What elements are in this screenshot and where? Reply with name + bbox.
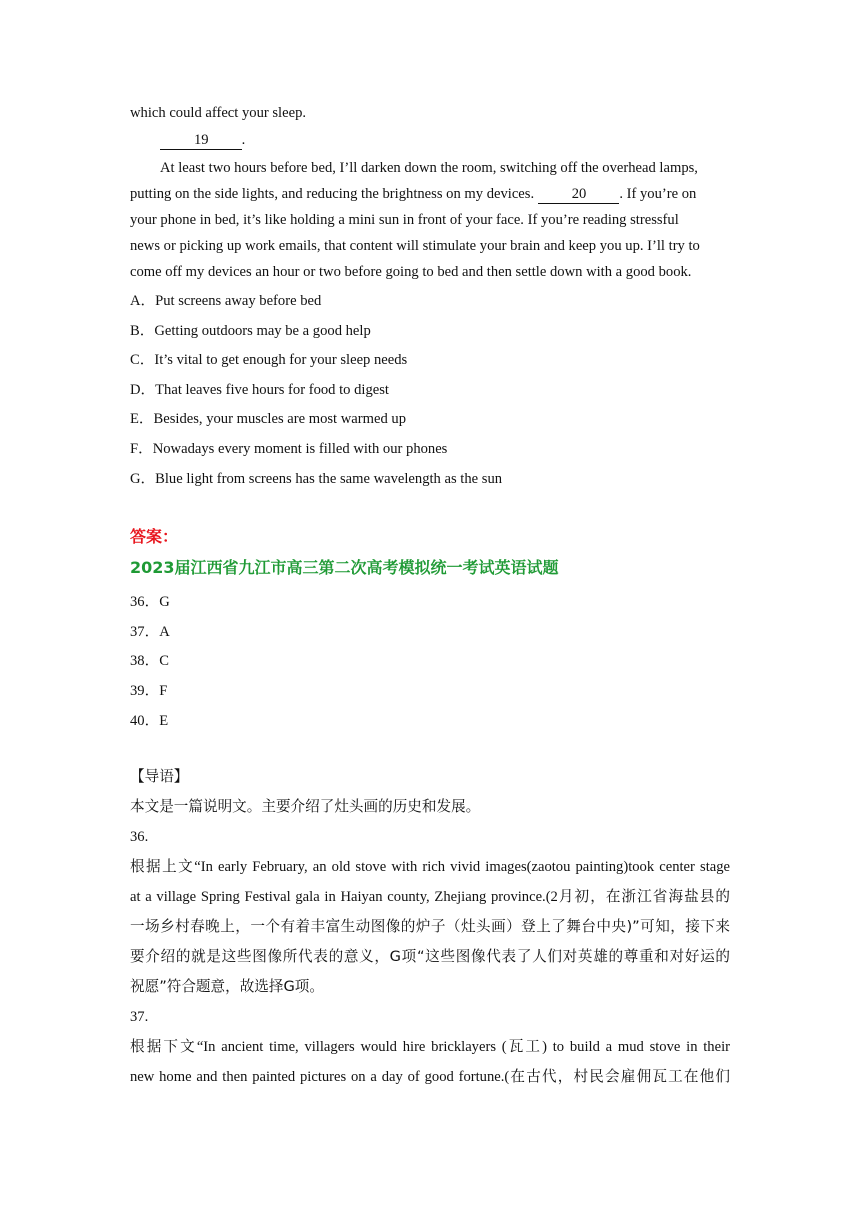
explanation-line: 祝愿”符合题意，故选择G项。 (130, 978, 324, 996)
explanation-line: at a village Spring Festival gala in Haiyan county, Zhejiang province.(2月初，在浙江省海盐县的 (130, 889, 730, 906)
option-b: B．Getting outdoors may be a good help (130, 322, 371, 339)
blank-19-number: 19 (191, 132, 212, 150)
answer-40: 40．E (130, 712, 169, 729)
option-c: C．It’s vital to get enough for your sleep needs (130, 352, 408, 369)
options-list (130, 287, 730, 494)
passage-text: putting on the side lights, and reducing the brightness on my devices. (130, 186, 538, 202)
q37-number: 37. (130, 1009, 149, 1026)
passage-paragraph (130, 155, 730, 285)
passage-line: At least two hours before bed, I’ll darken down the room, switching off the overhead lamps, (160, 160, 698, 176)
explanation-line: 要介绍的就是这些图像所代表的意义，G项“这些图像代表了人们对英雄的尊重和对好运的 (130, 948, 730, 966)
q36-number: 36. (130, 829, 149, 846)
blank-19-suffix: . (241, 132, 246, 148)
blank-underline (589, 186, 619, 204)
passage-text: . If you’re on (619, 186, 697, 202)
blank-underline (212, 132, 242, 150)
answer-37: 37．A (130, 623, 170, 640)
passage-line: come off my devices an hour or two before going to bed and then settle down with a good book. (130, 264, 692, 280)
passage-line: your phone in bed, it’s like holding a mini sun in front of your face. If you’re reading stressful (130, 212, 679, 228)
passage-line-with-blank-20 (130, 181, 730, 207)
intro-heading: 【导语】 (130, 768, 189, 786)
passage-line: news or picking up work emails, that content will stimulate your brain and keep you up. I’ll try to (130, 238, 700, 254)
blank-19 (130, 127, 730, 155)
answer-label: 答案： (130, 527, 179, 547)
q37-explanation (130, 1032, 730, 1092)
answer-38: 38．C (130, 653, 169, 670)
option-f: F．Nowadays every moment is filled with our phones (130, 440, 448, 457)
explanation-line: 根据上文“In early February, an old stove with rich vivid images(zaotou painting)took center stage (130, 859, 730, 876)
option-e: E．Besides, your muscles are most warmed up (130, 411, 407, 428)
answer-36: 36．G (130, 594, 170, 611)
explanation-line: new home and then painted pictures on a day of good fortune.(在古代，村民会雇佣瓦工在他们 (130, 1069, 730, 1086)
option-a: A．Put screens away before bed (130, 293, 322, 309)
explanation-line: 根据下文“In ancient time, villagers would hire bricklayers (瓦工) to build a mud stove in their (130, 1039, 730, 1056)
passage-line: which could affect your sleep. (130, 105, 307, 121)
explanation-line: 一场乡村春晚上，一个有着丰富生动图像的炉子（灶头画）登上了舞台中央)”可知，接下来 (130, 918, 730, 936)
blank-underline (538, 186, 569, 204)
document-page (130, 100, 730, 1092)
blank-20-number: 20 (569, 186, 590, 204)
answers-list (130, 588, 730, 736)
blank-underline (160, 132, 191, 150)
intro-text: 本文是一篇说明文。主要介绍了灶头画的历史和发展。 (130, 798, 481, 816)
q36-explanation (130, 852, 730, 1002)
option-d: D．That leaves five hours for food to digest (130, 381, 389, 398)
source-title: 2023届江西省九江市高三第二次高考模拟统一考试英语试题 (130, 558, 559, 578)
answer-39: 39．F (130, 682, 168, 699)
option-g: G．Blue light from screens has the same wavelength as the sun (130, 470, 503, 487)
